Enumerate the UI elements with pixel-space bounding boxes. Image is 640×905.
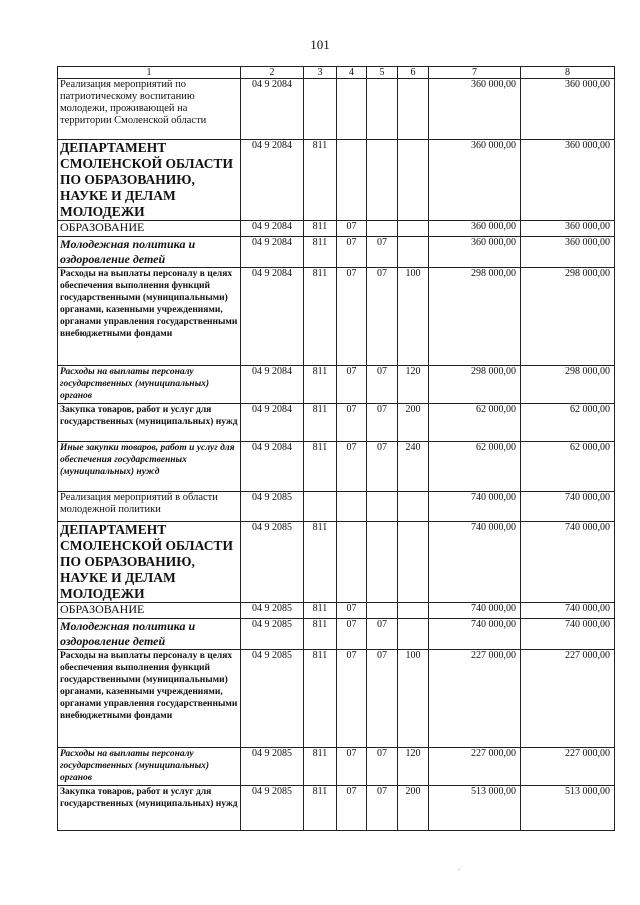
amount-year-2: 360 000,00 [521,237,615,268]
target-article-code: 04 9 2085 [241,522,304,603]
amount-year-2: 740 000,00 [521,619,615,650]
page-number: 101 [310,37,330,52]
section-code: 07 [337,603,367,619]
table-row [58,366,615,404]
admin-code: 811 [304,140,337,221]
target-article-code: 04 9 2084 [241,366,304,404]
row-name [58,603,241,619]
admin-code [304,79,337,140]
row-name [58,492,241,522]
amount-year-1: 227 000,00 [429,748,521,786]
row-name-text: Закупка товаров, работ и услуг для государственных (муниципальных) нужд [60,787,238,809]
admin-code: 811 [304,786,337,831]
expense-type-code: 120 [398,366,429,404]
target-article-code: 04 9 2084 [241,221,304,237]
subsection-code [367,140,398,221]
expense-type-code [398,79,429,140]
section-code: 07 [337,650,367,748]
row-name-text: ДЕПАРТАМЕНТ СМОЛЕНСКОЙ ОБЛАСТИ ПО ОБРАЗОВАНИЮ, НАУКЕ И ДЕЛАМ МОЛОДЕЖИ [60,140,233,219]
row-name [58,79,241,140]
table-row [58,603,615,619]
section-code: 07 [337,268,367,366]
amount-year-1: 740 000,00 [429,492,521,522]
column-number-row [58,67,615,79]
row-name [58,140,241,221]
row-name [58,522,241,603]
expense-type-code [398,492,429,522]
table-row [58,492,615,522]
row-name [58,404,241,442]
subsection-code: 07 [367,786,398,831]
subsection-code: 07 [367,619,398,650]
row-name-text: Реализация мероприятий в области молодежной политики [60,492,218,515]
amount-year-2: 360 000,00 [521,140,615,221]
amount-year-2: 740 000,00 [521,522,615,603]
target-article-code: 04 9 2085 [241,492,304,522]
section-code: 07 [337,442,367,492]
amount-year-2: 740 000,00 [521,492,615,522]
admin-code: 811 [304,650,337,748]
section-code [337,522,367,603]
section-code: 07 [337,748,367,786]
table-row [58,522,615,603]
subsection-code: 07 [367,650,398,748]
subsection-code [367,221,398,237]
amount-year-1: 360 000,00 [429,221,521,237]
subsection-code: 07 [367,268,398,366]
target-article-code: 04 9 2084 [241,79,304,140]
col-header-3: 3 [304,67,337,79]
target-article-code: 04 9 2085 [241,619,304,650]
target-article-code: 04 9 2085 [241,748,304,786]
table-row [58,404,615,442]
subsection-code [367,603,398,619]
admin-code [304,492,337,522]
row-name-text: Расходы на выплаты персоналу в целях обеспечения выполнения функций государственными (муниципальными) органами, казенными учреждениями, органами управления государственными внебюджетными фондами [60,651,238,721]
subsection-code: 07 [367,237,398,268]
table-row [58,221,615,237]
row-name [58,268,241,366]
row-name [58,237,241,268]
admin-code: 811 [304,221,337,237]
table-row [58,786,615,831]
target-article-code: 04 9 2084 [241,237,304,268]
expense-type-code: 100 [398,650,429,748]
row-name-text: Молодежная политика и оздоровление детей [60,237,196,266]
amount-year-1: 62 000,00 [429,442,521,492]
row-name [58,221,241,237]
row-name [58,650,241,748]
amount-year-1: 740 000,00 [429,522,521,603]
table-row [58,619,615,650]
col-header-5: 5 [367,67,398,79]
row-name [58,442,241,492]
subsection-code [367,79,398,140]
admin-code: 811 [304,748,337,786]
table-row [58,442,615,492]
expense-type-code [398,603,429,619]
row-name-text: Реализация мероприятий по патриотическому воспитанию молодежи, проживающей на территории Смоленской области [60,79,207,126]
row-name-text: Молодежная политика и оздоровление детей [60,619,196,648]
section-code [337,79,367,140]
subsection-code: 07 [367,366,398,404]
amount-year-1: 513 000,00 [429,786,521,831]
table-row [58,268,615,366]
target-article-code: 04 9 2084 [241,140,304,221]
row-name [58,748,241,786]
section-code: 07 [337,619,367,650]
row-name [58,366,241,404]
subsection-code [367,492,398,522]
expense-type-code [398,140,429,221]
target-article-code: 04 9 2084 [241,268,304,366]
row-name-text: ОБРАЗОВАНИЕ [60,602,145,616]
admin-code: 811 [304,619,337,650]
section-code: 07 [337,221,367,237]
admin-code: 811 [304,237,337,268]
target-article-code: 04 9 2084 [241,442,304,492]
subsection-code: 07 [367,404,398,442]
expense-type-code [398,221,429,237]
target-article-code: 04 9 2084 [241,404,304,442]
amount-year-1: 740 000,00 [429,603,521,619]
row-name-text: Расходы на выплаты персоналу государственных (муниципальных) органов [60,749,210,783]
amount-year-2: 62 000,00 [521,442,615,492]
section-code: 07 [337,237,367,268]
subsection-code [367,522,398,603]
col-header-2: 2 [241,67,304,79]
table-row [58,748,615,786]
row-name [58,619,241,650]
row-name-text: Расходы на выплаты персоналу в целях обеспечения выполнения функций государственными (муниципальными) органами, казенными учреждениями, органами управления государственными внебюджетными фондами [60,269,238,339]
amount-year-1: 360 000,00 [429,237,521,268]
col-header-1: 1 [58,67,241,79]
table-row [58,140,615,221]
expense-type-code [398,522,429,603]
amount-year-2: 740 000,00 [521,603,615,619]
expense-type-code: 200 [398,404,429,442]
admin-code: 811 [304,366,337,404]
section-code: 07 [337,786,367,831]
admin-code: 811 [304,603,337,619]
amount-year-2: 360 000,00 [521,79,615,140]
amount-year-2: 298 000,00 [521,366,615,404]
amount-year-1: 298 000,00 [429,268,521,366]
budget-table [57,66,615,831]
section-code: 07 [337,366,367,404]
amount-year-2: 227 000,00 [521,748,615,786]
row-name-text: ДЕПАРТАМЕНТ СМОЛЕНСКОЙ ОБЛАСТИ ПО ОБРАЗОВАНИЮ, НАУКЕ И ДЕЛАМ МОЛОДЕЖИ [60,522,233,601]
subsection-code: 07 [367,748,398,786]
subsection-code: 07 [367,442,398,492]
section-code [337,492,367,522]
col-header-4: 4 [337,67,367,79]
section-code: 07 [337,404,367,442]
amount-year-2: 298 000,00 [521,268,615,366]
expense-type-code: 240 [398,442,429,492]
target-article-code: 04 9 2085 [241,786,304,831]
col-header-6: 6 [398,67,429,79]
expense-type-code [398,237,429,268]
col-header-8: 8 [521,67,615,79]
amount-year-1: 360 000,00 [429,79,521,140]
amount-year-2: 360 000,00 [521,221,615,237]
col-header-7: 7 [429,67,521,79]
expense-type-code: 100 [398,268,429,366]
table-row [58,650,615,748]
expense-type-code: 120 [398,748,429,786]
target-article-code: 04 9 2085 [241,650,304,748]
amount-year-1: 740 000,00 [429,619,521,650]
admin-code: 811 [304,404,337,442]
amount-year-1: 298 000,00 [429,366,521,404]
row-name-text: Иные закупки товаров, работ и услуг для обеспечения государственных (муниципальных) нужд [60,443,235,477]
section-code [337,140,367,221]
amount-year-2: 227 000,00 [521,650,615,748]
row-name-text: ОБРАЗОВАНИЕ [60,220,145,234]
expense-type-code: 200 [398,786,429,831]
admin-code: 811 [304,522,337,603]
target-article-code: 04 9 2085 [241,603,304,619]
row-name-text: Закупка товаров, работ и услуг для государственных (муниципальных) нужд [60,405,238,427]
row-name-text: Расходы на выплаты персоналу государственных (муниципальных) органов [60,367,210,401]
table-row [58,79,615,140]
admin-code: 811 [304,442,337,492]
row-name [58,786,241,831]
table-row [58,237,615,268]
amount-year-2: 513 000,00 [521,786,615,831]
amount-year-1: 360 000,00 [429,140,521,221]
admin-code: 811 [304,268,337,366]
amount-year-1: 62 000,00 [429,404,521,442]
expense-type-code [398,619,429,650]
amount-year-1: 227 000,00 [429,650,521,748]
amount-year-2: 62 000,00 [521,404,615,442]
scan-dot: . [458,862,461,872]
